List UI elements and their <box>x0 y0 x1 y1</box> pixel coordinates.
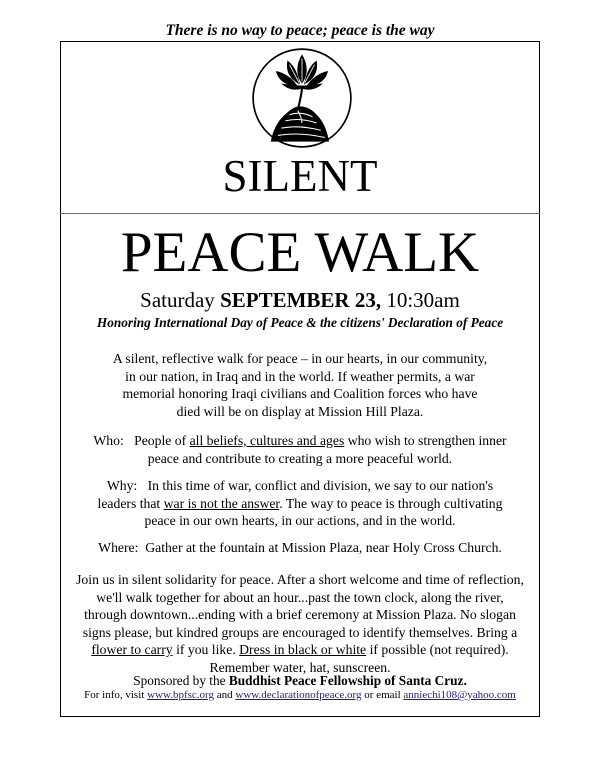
event-date-bold: SEPTEMBER 23, <box>220 288 382 312</box>
tagline: There is no way to peace; peace is the way <box>165 22 435 39</box>
email-link[interactable]: anniechi108@yahoo.com <box>403 689 516 701</box>
event-time: 10:30am <box>386 288 460 312</box>
intro-line: A silent, reflective walk for peace – in our hearts, in our community, <box>112 351 488 366</box>
where-text: Gather at the fountain at Mission Plaza, near Holy Cross Church. <box>145 540 502 555</box>
who-underlined: all beliefs, cultures and ages <box>189 433 345 448</box>
join-flower: flower to carry <box>91 642 173 657</box>
why-line: peace in our own hearts, in our actions, and in the world. <box>144 513 456 528</box>
who-label: Who: <box>93 433 124 448</box>
join-line: signs please, but kindred groups are encouraged to identify themselves. Bring a <box>82 624 518 640</box>
why-line: In this time of war, conflict and division, we say to our nation's <box>147 478 494 493</box>
intro-line: memorial honoring Iraqi civilians and Coalition forces who have <box>122 386 478 401</box>
where-paragraph <box>62 539 538 557</box>
join-line: Join us in silent solidarity for peace. After a short welcome and time of reflection, <box>76 572 524 587</box>
sponsor-line <box>0 673 600 689</box>
event-date <box>0 287 600 313</box>
title-silent: SILENT <box>222 151 378 201</box>
title-peace-walk: PEACE WALK <box>120 221 480 284</box>
who-paragraph <box>62 432 538 467</box>
divider <box>60 213 540 214</box>
who-post: who wish to strengthen inner <box>347 433 507 448</box>
sponsor-pre: Sponsored by the <box>133 673 226 688</box>
join-paragraph <box>62 571 538 676</box>
intro-line: died will be on display at Mission Hill Plaza. <box>176 403 424 419</box>
why-paragraph <box>62 477 538 530</box>
intro-line: in our nation, in Iraq and in the world. If weather permits, a war <box>125 368 475 384</box>
why-pre: leaders that <box>97 495 161 511</box>
event-day: Saturday <box>140 288 215 312</box>
join-mid: if you like. <box>176 642 236 657</box>
why-underlined: war is not the answer <box>163 495 280 511</box>
why-post: . The way to peace is through cultivating <box>279 495 503 511</box>
info-pre: For info, visit <box>84 689 145 701</box>
who-line: peace and contribute to creating a more peaceful world. <box>147 450 453 466</box>
where-label: Where: <box>98 540 139 555</box>
join-line: Remember water, hat, sunscreen. <box>209 659 391 675</box>
declaration-link[interactable]: www.declarationofpeace.org <box>235 689 362 701</box>
intro-paragraph <box>62 350 538 420</box>
join-line: through downtown...ending with a brief ceremony at Mission Plaza. No slogan <box>84 607 516 622</box>
honoring-line: Honoring International Day of Peace & the citizens' Declaration of Peace <box>96 315 504 330</box>
info-line <box>0 689 600 701</box>
bpfsc-link[interactable]: www.bpfsc.org <box>147 689 214 701</box>
why-label: Why: <box>106 478 138 493</box>
info-or: or email <box>364 689 401 701</box>
lotus-hand-icon <box>250 46 354 150</box>
info-and: and <box>216 689 233 701</box>
sponsor-org: Buddhist Peace Fellowship of Santa Cruz. <box>228 673 467 688</box>
join-post: if possible (not required). <box>369 642 509 657</box>
join-dress: Dress in black or white <box>239 642 367 657</box>
join-line: we'll walk together for about an hour...past the town clock, along the river, <box>96 589 504 605</box>
who-pre: People of <box>134 433 187 448</box>
